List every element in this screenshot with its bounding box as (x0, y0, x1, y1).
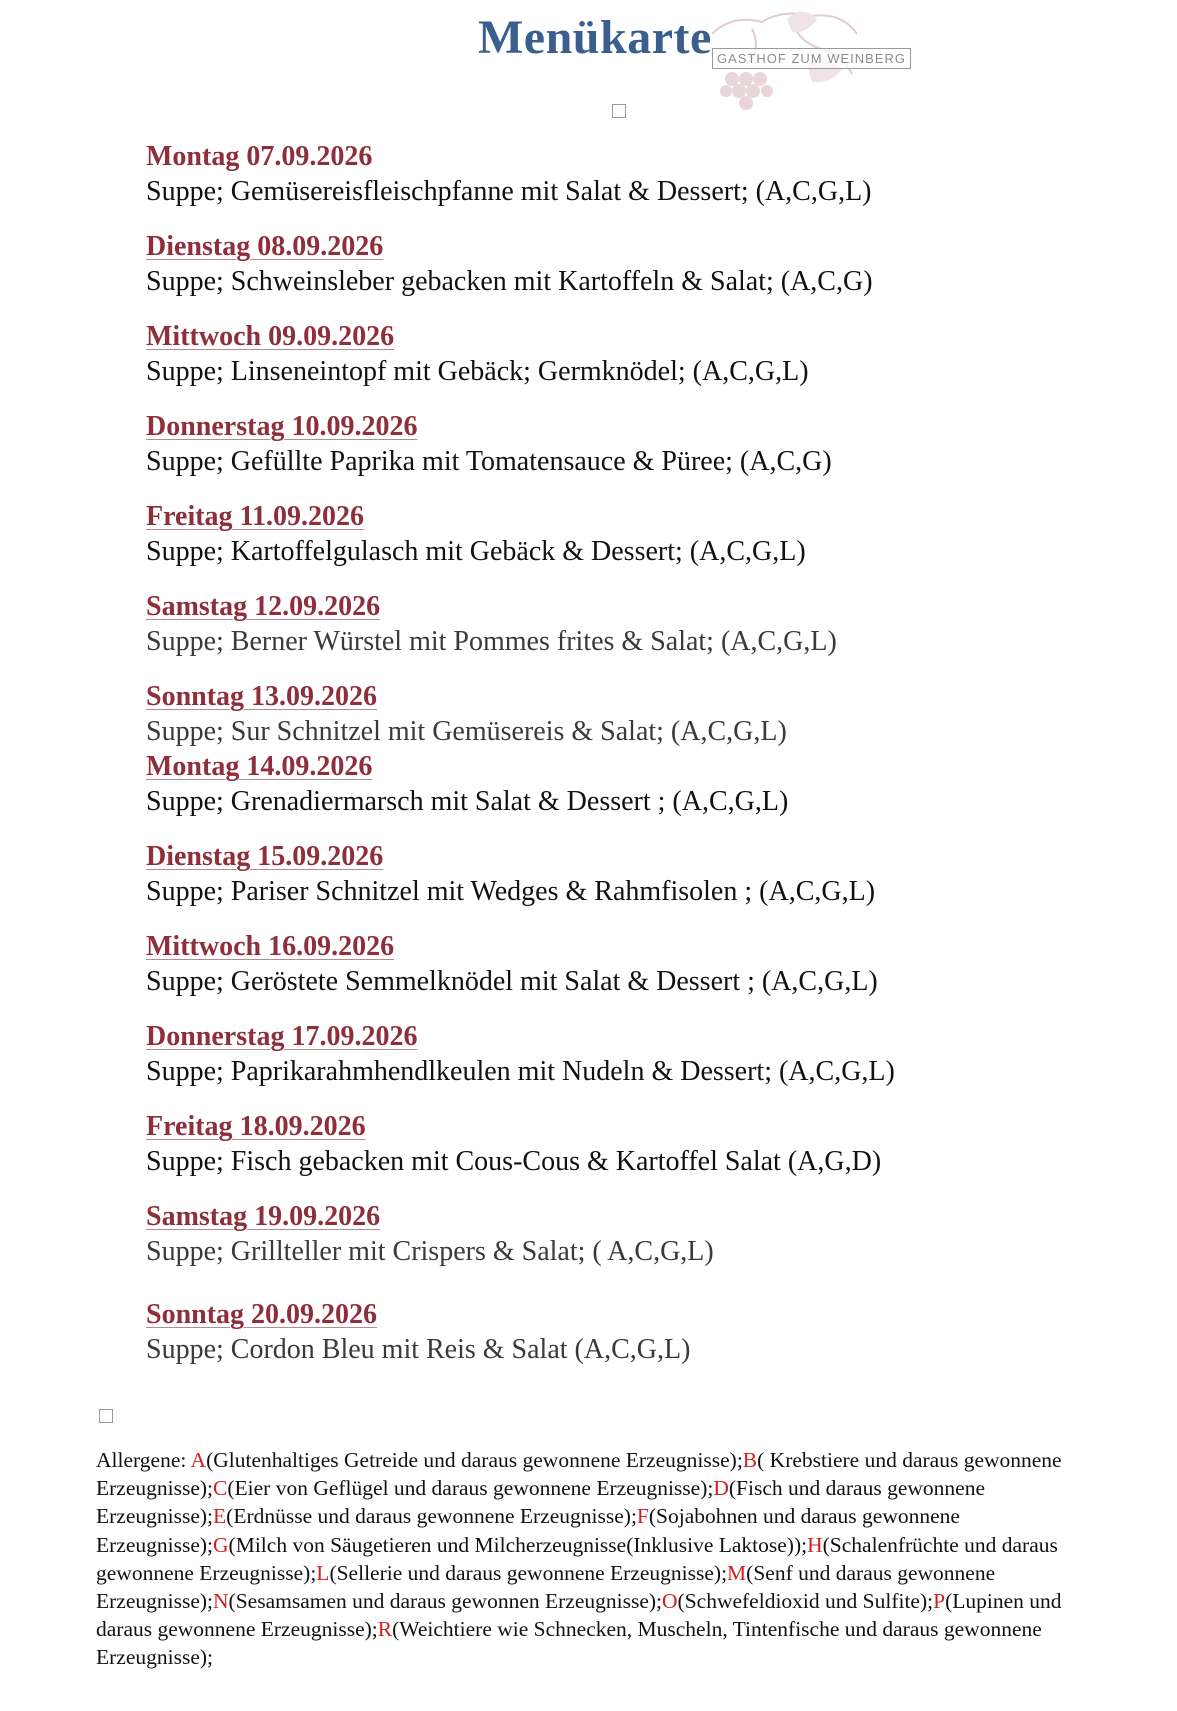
menu-day (146, 1298, 1106, 1368)
allergen-code: D (713, 1476, 729, 1501)
allergen-description: (Milch von Säugetieren und Milcherzeugnisse(Inklusive Laktose)); (228, 1532, 808, 1557)
allergen-description: (Eier von Geflügel und daraus gewonnene Erzeugnisse); (227, 1476, 714, 1501)
allergen-description: (Erdnüsse und daraus gewonnene Erzeugnisse); (226, 1504, 637, 1529)
day-dish: Suppe; Linseneintopf mit Gebäck; Germknödel; (A,C,G,L) (146, 356, 809, 387)
day-heading (146, 410, 417, 444)
menu-day (146, 590, 1106, 660)
day-heading (146, 930, 394, 964)
day-weekday: Donnerstag (146, 411, 285, 442)
day-dish: Suppe; Sur Schnitzel mit Gemüsereis & Salat; (A,C,G,L) (146, 716, 787, 747)
menu-day (146, 410, 1106, 480)
day-weekday: Mittwoch (146, 931, 262, 962)
allergen-code: R (377, 1617, 393, 1642)
allergen-description: (Lupinen und daraus gewonnene Erzeugnisse); (96, 1589, 1062, 1642)
day-heading (146, 750, 372, 784)
menu-day (146, 230, 1106, 300)
day-heading (146, 140, 372, 174)
day-weekday: Montag (146, 141, 240, 172)
allergen-label: Allergene: (96, 1448, 191, 1472)
day-dish: Suppe; Gemüsereisfleischpfanne mit Salat & Dessert; (A,C,G,L) (146, 176, 872, 207)
day-dish: Suppe; Grillteller mit Crispers & Salat; ( A,C,G,L) (146, 1236, 714, 1267)
allergen-description: (Fisch und daraus gewonnene Erzeugnisse); (96, 1476, 986, 1529)
allergen-description: (Sojabohnen und daraus gewonnene Erzeugnisse); (96, 1504, 960, 1557)
allergen-code: G (213, 1532, 229, 1557)
day-heading (146, 1110, 366, 1144)
menu-day (146, 1200, 1106, 1270)
day-heading (146, 680, 377, 714)
day-date: 18.09.2026 (239, 1111, 366, 1142)
placeholder-checkbox[interactable] (612, 104, 626, 118)
allergen-description: (Schwefeldioxid und Sulfite); (677, 1589, 934, 1614)
allergen-code: L (316, 1560, 330, 1585)
day-dish: Suppe; Gefüllte Paprika mit Tomatensauce & Püree; (A,C,G) (146, 446, 832, 477)
day-dish: Suppe; Pariser Schnitzel mit Wedges & Rahmfisolen ; (A,C,G,L) (146, 876, 876, 907)
day-date: 20.09.2026 (251, 1299, 378, 1330)
allergen-items (96, 1448, 1062, 1669)
allergen-code: A (190, 1448, 207, 1472)
placeholder-checkbox[interactable] (99, 1409, 113, 1423)
day-heading (146, 500, 364, 534)
allergen-code: C (213, 1476, 228, 1501)
day-dish: Suppe; Berner Würstel mit Pommes frites & Salat; (A,C,G,L) (146, 626, 837, 657)
day-dish: Suppe; Kartoffelgulasch mit Gebäck & Dessert; (A,C,G,L) (146, 536, 806, 567)
day-date: 16.09.2026 (268, 931, 395, 962)
day-date: 08.09.2026 (257, 231, 384, 262)
day-date: 10.09.2026 (291, 411, 418, 442)
day-weekday: Donnerstag (146, 1021, 285, 1052)
day-heading (146, 230, 383, 264)
allergen-code: M (727, 1560, 747, 1585)
day-weekday: Montag (146, 751, 240, 782)
day-dish: Suppe; Fisch gebacken mit Cous-Cous & Kartoffel Salat (A,G,D) (146, 1146, 882, 1177)
day-date: 15.09.2026 (257, 841, 384, 872)
day-weekday: Dienstag (146, 231, 251, 262)
day-date: 12.09.2026 (254, 591, 381, 622)
allergen-description: (Sellerie und daraus gewonnene Erzeugnisse); (329, 1560, 728, 1585)
page-header (0, 0, 1177, 120)
allergen-code: B (742, 1448, 758, 1472)
day-weekday: Samstag (146, 591, 248, 622)
day-date: 07.09.2026 (246, 141, 373, 172)
menu-day (146, 840, 1106, 910)
day-weekday: Sonntag (146, 1299, 245, 1330)
day-heading (146, 320, 394, 354)
allergen-description: (Senf und daraus gewonnene Erzeugnisse); (96, 1560, 996, 1614)
menu-list (146, 140, 1106, 1368)
allergen-code: O (662, 1589, 678, 1614)
menu-day (146, 930, 1106, 1000)
allergen-code: F (636, 1504, 649, 1529)
day-date: 11.09.2026 (239, 501, 365, 532)
day-weekday: Samstag (146, 1201, 248, 1232)
logo-text: GASTHOF ZUM WEINBERG (712, 48, 911, 69)
day-dish: Suppe; Grenadiermarsch mit Salat & Dessert ; (A,C,G,L) (146, 786, 789, 817)
day-weekday: Freitag (146, 501, 233, 532)
day-date: 13.09.2026 (251, 681, 378, 712)
allergen-description: (Sesamsamen und daraus gewonnen Erzeugnisse); (228, 1589, 663, 1614)
day-heading (146, 840, 383, 874)
menu-day (146, 500, 1106, 570)
menu-day (146, 750, 1106, 820)
day-date: 17.09.2026 (291, 1021, 418, 1052)
allergen-description: ( Krebstiere und daraus gewonnene Erzeugnisse); (96, 1448, 1062, 1501)
allergen-description: (Schalenfrüchte und daraus gewonnene Erzeugnisse); (96, 1532, 1058, 1585)
day-dish: Suppe; Geröstete Semmelknödel mit Salat & Dessert ; (A,C,G,L) (146, 966, 878, 997)
day-heading (146, 1020, 417, 1054)
menu-day (146, 1110, 1106, 1180)
allergen-legend (96, 1446, 1096, 1672)
day-weekday: Sonntag (146, 681, 245, 712)
day-heading (146, 1200, 380, 1234)
allergen-code: H (807, 1532, 823, 1557)
day-date: 09.09.2026 (268, 321, 395, 352)
allergen-code: P (933, 1589, 946, 1614)
menu-day (146, 320, 1106, 390)
page-title: Menükarte (478, 11, 712, 64)
day-weekday: Freitag (146, 1111, 233, 1142)
menu-day (146, 680, 1106, 750)
day-weekday: Dienstag (146, 841, 251, 872)
allergen-description: (Glutenhaltiges Getreide und daraus gewonnene Erzeugnisse); (206, 1448, 743, 1472)
allergen-code: N (213, 1589, 229, 1614)
allergen-code: E (213, 1504, 227, 1529)
day-date: 19.09.2026 (254, 1201, 381, 1232)
day-dish: Suppe; Paprikarahmhendlkeulen mit Nudeln & Dessert; (A,C,G,L) (146, 1056, 895, 1087)
day-dish: Suppe; Schweinsleber gebacken mit Kartoffeln & Salat; (A,C,G) (146, 266, 873, 297)
allergen-description: (Weichtiere wie Schnecken, Muscheln, Tintenfische und daraus gewonnene Erzeugnisse); (96, 1617, 1042, 1670)
day-dish: Suppe; Cordon Bleu mit Reis & Salat (A,C,G,L) (146, 1334, 691, 1365)
menu-day (146, 1020, 1106, 1090)
menu-day (146, 140, 1106, 210)
day-heading (146, 590, 380, 624)
day-heading (146, 1298, 377, 1332)
day-date: 14.09.2026 (246, 751, 373, 782)
day-weekday: Mittwoch (146, 321, 262, 352)
